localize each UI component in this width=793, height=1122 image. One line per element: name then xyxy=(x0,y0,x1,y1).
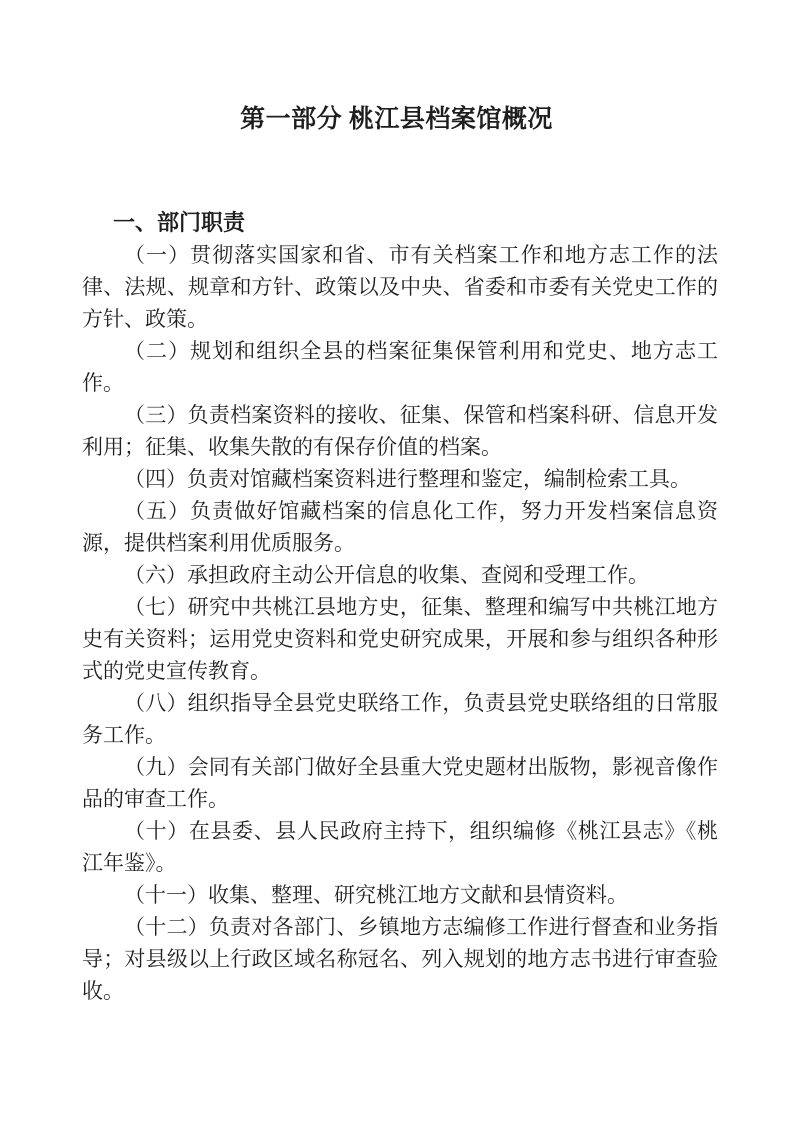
paragraph-duty-4: （四）负责对馆藏档案资料进行整理和鉴定，编制检索工具。 xyxy=(124,467,691,491)
paragraph-duty-1: （一）贯彻落实国家和省、市有关档案工作和地方志工作的法律、法规、规章和方针、政策以及中央、省委和市委有关党史工作的方针、政策。 xyxy=(82,243,718,331)
paragraph-duty-12: （十二）负责对各部门、乡镇地方志编修工作进行督查和业务指导；对县级以上行政区域名称冠名、列入规划的地方志书进行审查验收。 xyxy=(82,915,718,1003)
paragraph-duty-9: （九）会同有关部门做好全县重大党史题材出版物，影视音像作品的审查工作。 xyxy=(82,755,718,811)
paragraph-duty-2: （二）规划和组织全县的档案征集保管利用和党史、地方志工作。 xyxy=(82,339,718,395)
document-title: 第一部分 桃江县档案馆概况 xyxy=(240,106,553,133)
paragraph-duty-8: （八）组织指导全县党史联络工作，负责县党史联络组的日常服务工作。 xyxy=(82,691,718,747)
document-body xyxy=(0,207,793,1007)
section-heading-department-duties: 一、部门职责 xyxy=(113,210,246,235)
paragraph-duty-5: （五）负责做好馆藏档案的信息化工作，努力开发档案信息资源，提供档案利用优质服务。 xyxy=(82,499,718,555)
paragraph-duty-3: （三）负责档案资料的接收、征集、保管和档案科研、信息开发利用；征集、收集失散的有保存价值的档案。 xyxy=(82,403,718,459)
paragraph-duty-10: （十）在县委、县人民政府主持下，组织编修《桃江县志》《桃江年鉴》。 xyxy=(82,819,718,875)
paragraph-duty-6: （六）承担政府主动公开信息的收集、查阅和受理工作。 xyxy=(124,563,649,587)
paragraph-duty-7: （七）研究中共桃江县地方史，征集、整理和编写中共桃江地方史有关资料；运用党史资料和党史研究成果，开展和参与组织各种形式的党史宣传教育。 xyxy=(82,595,718,683)
paragraph-duty-11: （十一）收集、整理、研究桃江地方文献和县情资料。 xyxy=(124,883,628,907)
